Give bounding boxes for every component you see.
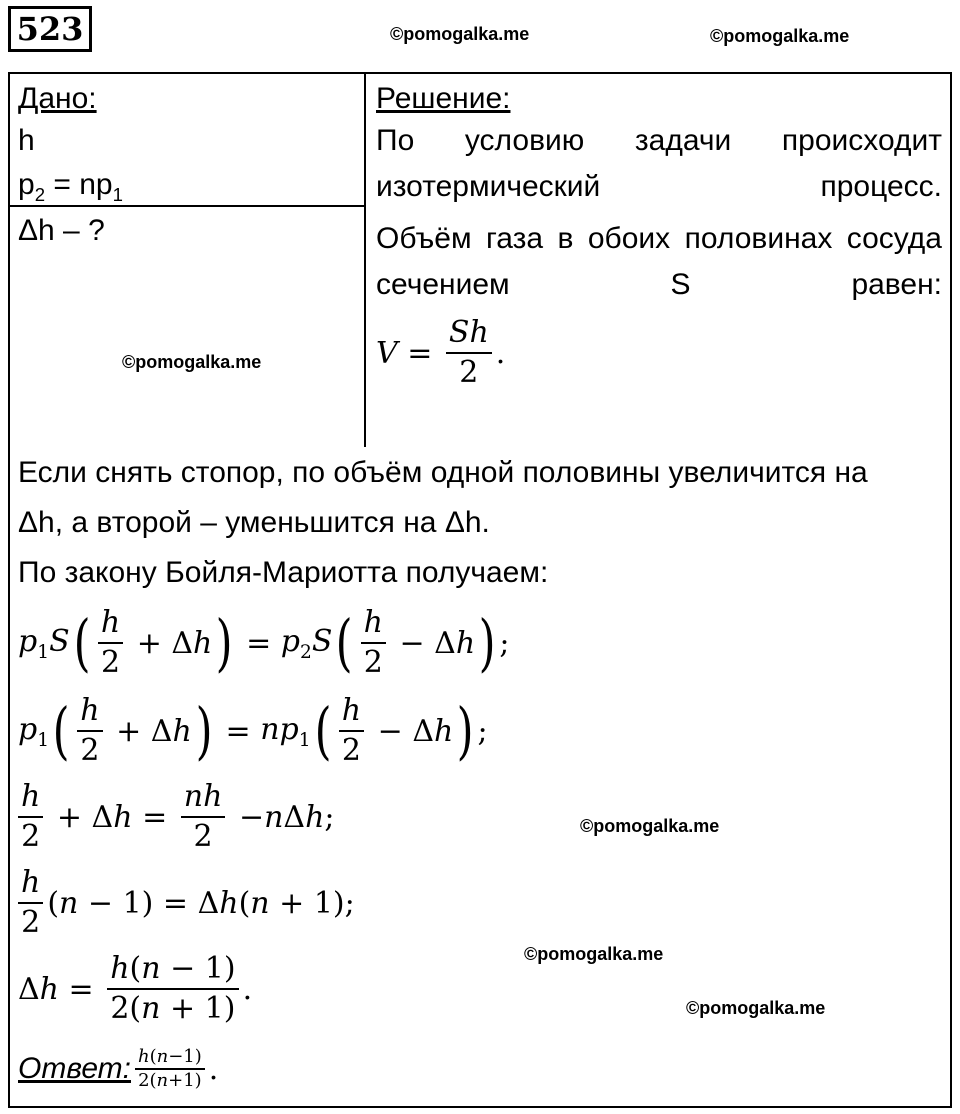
equation-4: $\frac{h}{2}$ ( n − 1) = Δ h ( n + 1); [14,864,355,942]
solution-paragraph-2: Объём газа в обоих половинах сосуда сечением S равен: [376,222,942,301]
volume-formula: V = $\frac{Sh}{2}$ . [376,315,506,390]
find-delta-h: Δh – ? [18,214,105,247]
watermark: ©pomogalka.me [122,352,262,372]
watermark: ©pomogalka.me [710,26,850,46]
watermark: ©pomogalka.me [580,816,720,836]
problem-number: 523 [8,6,92,52]
solution-paragraph-3b: Δh, а второй – уменьшится на Δh. [18,506,490,539]
given-heading: Дано: [18,82,97,115]
watermark: ©pomogalka.me [686,998,826,1018]
equation-3: $\frac{h}{2}$ + Δ h = $\frac{nh}{2}$ − n Δ h ; [14,778,335,856]
given-h: h [18,124,35,157]
equation-2: $p_1$ ( $\frac{h}{2}$ + Δ h ) = $np_1$ ( $\frac{h}{2}$ − Δ h ) ; [18,693,488,768]
solution-paragraph-3a: Если снять стопор, по объём одной половины увеличится на [18,456,868,489]
solution-heading: Решение: [376,82,511,115]
answer: Ответ: $\frac{h(n-1)}{2(n+1)}$ . [18,1046,219,1091]
given-pressure-ratio: $p_2 = np_1$ [18,168,123,205]
equation-5: Δ h = $\frac{h(n - 1)}{2(n + 1)}$ . [18,951,253,1026]
equation-1: $p_1S$ ( $\frac{h}{2}$ + Δ h ) = $p_2S$ ( $\frac{h}{2}$ − Δ h ) ; [18,605,510,680]
watermark: ©pomogalka.me [524,944,664,964]
solution-paragraph-1: По условию задачи происходит изотермический процесс. [376,124,942,203]
column-divider [364,72,366,447]
watermark: ©pomogalka.me [390,24,530,44]
solution-paragraph-4: По закону Бойля-Мариотта получаем: [18,556,549,589]
